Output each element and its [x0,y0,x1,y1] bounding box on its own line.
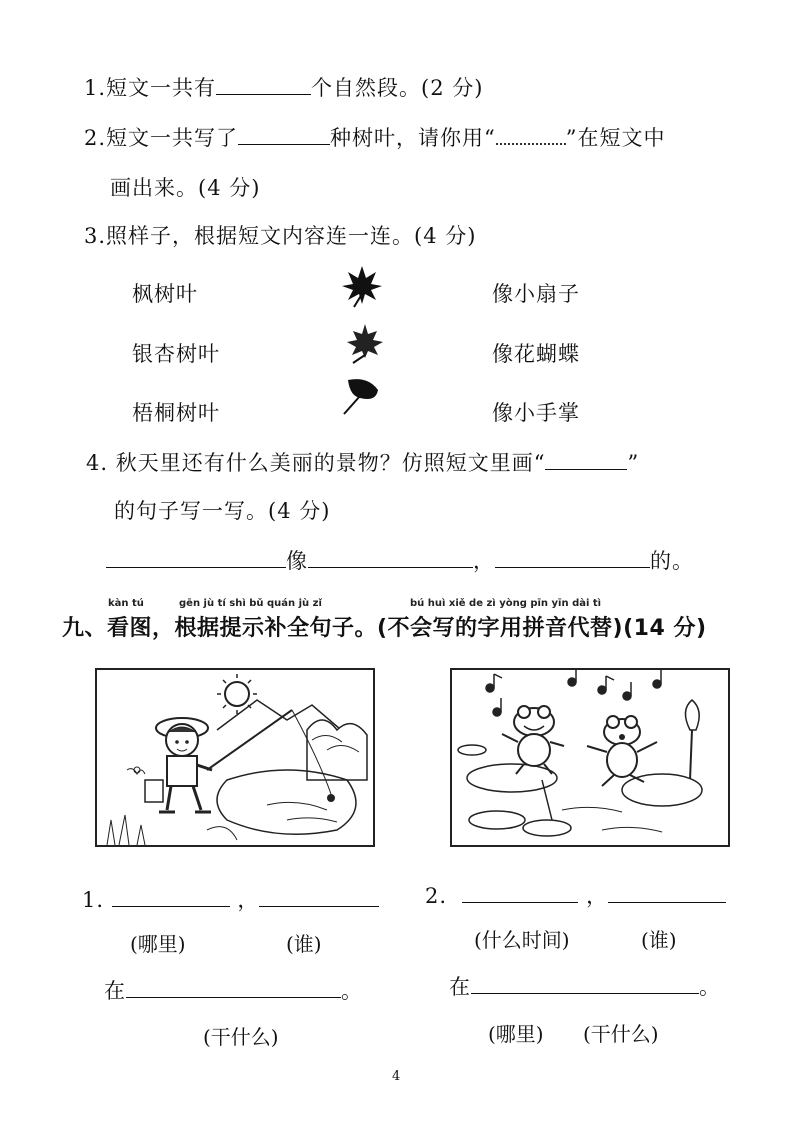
answer-blank[interactable] [259,905,379,907]
question-text: ”在短文中 [565,126,666,150]
question-4-fill-line [106,545,694,575]
wavy-line-mark [496,142,566,145]
fill-word: 的。 [650,549,694,573]
fill-word: 在 [449,975,471,999]
dancing-frogs-illustration [452,670,728,845]
answer-blank[interactable] [545,468,627,470]
question-text: ” [627,451,640,475]
question-2-line2: 画出来。(4 分) [110,176,261,200]
match-left-item[interactable]: 梧桐树叶 [132,401,220,425]
fishing-scene-illustration [97,670,373,845]
pinyin-annotation: gēn jù tí shì bǔ quán jù zǐ [179,598,322,609]
hint-who: (谁) [286,932,322,956]
punctuation: ， [473,549,495,573]
picture2-line2 [449,971,721,1001]
question-number: 2. [425,884,448,908]
hint-doing: (干什么) [203,1025,279,1049]
match-left-item[interactable]: 枫树叶 [132,282,198,306]
question-text: 个自然段。(2 分) [311,76,484,100]
picture1-line1 [82,884,379,914]
punctuation: 。 [699,975,721,999]
match-right-item[interactable]: 像花蝴蝶 [492,342,580,366]
maple-leaf-icon[interactable] [343,322,387,364]
page-number: 4 [392,1069,401,1084]
question-number: 3. [84,224,107,248]
answer-blank[interactable] [471,992,699,994]
picture2-line1 [425,880,726,910]
answer-blank[interactable] [106,566,286,568]
answer-blank[interactable] [112,905,230,907]
match-right-item[interactable]: 像小扇子 [492,282,580,306]
fishing-boy-picture [95,668,375,847]
section-title: 九、看图，根据提示补全句子。(不会写的字用拼音代替)(14 分) [62,616,707,641]
question-3 [84,220,476,250]
hint-where: (哪里) [130,932,186,956]
maple-leaf-icon[interactable] [340,264,384,308]
hint-doing: (干什么) [583,1022,659,1046]
punctuation: ， [586,884,609,908]
ginkgo-leaf-icon[interactable] [340,376,384,416]
answer-blank[interactable] [608,901,726,903]
hint-where: (哪里) [488,1022,544,1046]
question-number: 2. [84,126,107,150]
match-right-item[interactable]: 像小手掌 [492,401,580,425]
question-text: 照样子，根据短文内容连一连。(4 分) [106,224,477,248]
answer-blank[interactable] [216,93,311,95]
answer-blank[interactable] [126,996,341,998]
hint-when: (什么时间) [474,928,570,952]
answer-blank[interactable] [495,566,650,568]
question-1 [84,72,483,102]
punctuation: ， [237,888,260,912]
answer-blank[interactable] [238,143,330,145]
fill-word: 在 [104,979,126,1003]
pinyin-annotation: kàn tú [108,598,144,609]
match-left-item[interactable]: 银杏树叶 [132,342,220,366]
question-text: 秋天里还有什么美丽的景物？仿照短文里画“ [115,451,546,475]
question-2 [84,122,666,152]
question-4-line2: 的句子写一写。(4 分) [114,499,331,523]
question-4 [86,447,639,477]
punctuation: 。 [341,979,363,1003]
answer-blank[interactable] [462,901,578,903]
pinyin-annotation: bú huì xiě de zì yòng pīn yīn dài tì [410,598,602,609]
hint-who: (谁) [641,928,677,952]
question-number: 4. [86,451,109,475]
question-number: 1. [84,76,107,100]
answer-blank[interactable] [308,566,473,568]
frogs-picture [450,668,730,847]
fill-word: 像 [286,549,308,573]
question-text: 短文一共写了 [106,126,239,150]
question-text: 种树叶，请你用“ [330,126,496,150]
question-text: 短文一共有 [106,76,217,100]
question-number: 1. [82,888,105,912]
picture1-line2 [104,975,363,1005]
